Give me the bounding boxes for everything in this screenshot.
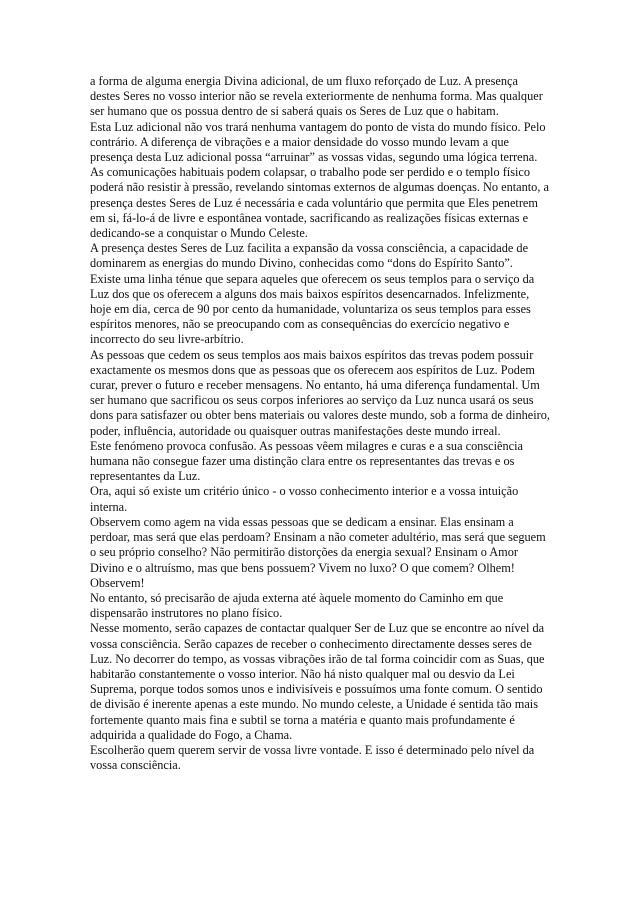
paragraph-1: a forma de alguma energia Divina adicional, de um fluxo reforçado de Luz. A presença destes Seres no vosso interior não se revela exteriormente de nenhuma forma. Mas qualquer ser humano que os possua dentro de si saberá quais os Seres de Luz que o habitam.: [90, 74, 543, 119]
paragraph-6: Este fenómeno provoca confusão. As pessoas vêem milagres e curas e a sua consciência humana não consegue fazer uma distinção clara entre os representantes das trevas e os representantes da Luz.: [90, 438, 523, 484]
paragraph-8: Observem como agem na vida essas pessoas que se dedicam a ensinar. Elas ensinam a perdoar, mas será que elas perdoam? Ensinam a não cometer adultério, mas será que seguem o seu próprio conselho? Não permitirão distorções da energia sexual? Ensinam o Amor Divino e o altruísmo, mas que bens possuem? Vivem no luxo? O que comem? Olhem! Observem!: [90, 514, 546, 590]
paragraph-10: Nesse momento, serão capazes de contactar qualquer Ser de Luz que se encontre ao nível da vossa consciência. Serão capazes de receber o conhecimento directamente desses seres de Luz. No decorrer do tempo, as vossas vibrações irão de tal forma coincidir com as Suas, que habitarão constantemente o vosso interior. Não há nisto qualquer mal ou desvio da Lei Suprema, porque todos somos unos e indivisíveis e possuímos uma fonte comum. O sentido de divisão é inerente apenas a este mundo. No mundo celeste, a Unidade é sentida tão mais fortemente quanto mais fina e subtil se torna a matéria e quanto mais profundamente é adquirida a qualidade do Fogo, a Chama.: [90, 621, 545, 742]
paragraph-4: Existe uma linha ténue que separa aqueles que oferecem os seus templos para o serviço da Luz dos que os oferecem a alguns dos mais baixos espíritos desencarnados. Infelizmente, hoje em dia, cerca de 90 por cento da humanidade, voluntariza os seus templos para esses espíritos menores, não se preocupando com as consequências do exercício negativo e incorrecto do seu livre-arbítrio.: [90, 271, 535, 347]
paragraph-9: No entanto, só precisarão de ajuda externa até àquele momento do Caminho em que dispensarão instrutores no plano físico.: [90, 590, 504, 621]
paragraph-2: Esta Luz adicional não vos trará nenhuma vantagem do ponto de vista do mundo físico. Pelo contrário. A diferença de vibrações e a maior densidade do vosso mundo levam a que presença desta Luz adicional possa “arruinar” as vossas vidas, segundo uma lógica terrena. As comunicações habituais podem colapsar, o trabalho pode ser perdido e o templo físico poderá não resistir à pressão, revelando sintomas externos de algumas doenças. No entanto, a presença destes Seres de Luz é necessária e cada voluntário que permita que Eles penetrem em si, fá-lo-á de livre e espontânea vontade, sacrificando as realizações físicas externas e dedicando-se a conquistar o Mundo Celeste.: [90, 119, 549, 241]
paragraph-3: A presença destes Seres de Luz facilita a expansão da vossa consciência, a capacidade de dominarem as energias do mundo Divino, conhecidas como “dons do Espírito Santo”.: [90, 241, 529, 271]
paragraph-11: Escolherão quem querem servir de vossa livre vontade. E isso é determinado pelo nível da vossa consciência.: [90, 742, 535, 773]
document-page: [90, 74, 550, 773]
paragraph-7: Ora, aqui só existe um critério único - o vosso conhecimento interior e a vossa intuição interna.: [90, 484, 519, 514]
paragraph-5: As pessoas que cedem os seus templos aos mais baixos espíritos das trevas podem possuir exactamente os mesmos dons que as pessoas que os oferecem aos espíritos de Luz. Podem curar, prever o futuro e receber mensagens. No entanto, há uma diferença fundamental. Um ser humano que sacrificou os seus corpos inferiores ao serviço da Luz nunca usará os seus dons para satisfazer ou obter bens materiais ou valores deste mundo, sob a forma de dinheiro, poder, influência, autoridade ou quaisquer outras manifestações deste mundo irreal.: [90, 347, 550, 438]
